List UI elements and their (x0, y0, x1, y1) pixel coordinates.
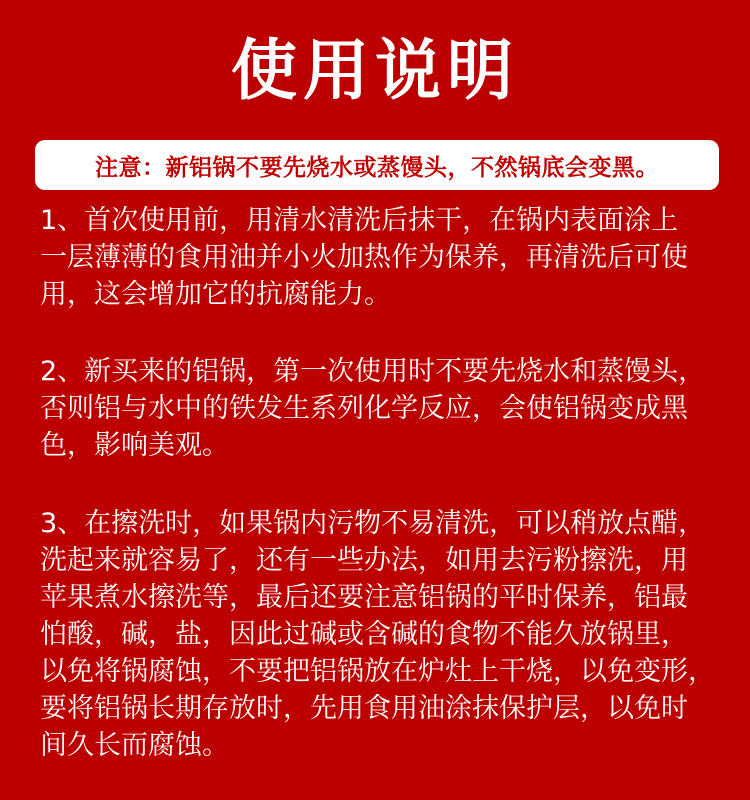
paragraph-line: 2、新买来的铝锅，第一次使用时不要先烧水和蒸馒头， (40, 356, 706, 387)
instruction-paragraph-2 (40, 353, 715, 464)
instruction-paragraph-1 (40, 202, 715, 313)
paragraph-line: 一层薄薄的食用油并小火加热作为保养，再清洗后可使 (40, 242, 688, 273)
notice-banner (35, 140, 719, 190)
paragraph-line: 苹果煮水擦洗等，最后还要注意铝锅的平时保养，铝最 (40, 582, 688, 613)
paragraph-line: 用，这会增加它的抗腐能力。 (40, 279, 391, 310)
paragraph-line: 间久长而腐蚀。 (40, 730, 229, 761)
paragraph-line: 要将铝锅长期存放时，先用食用油涂抹保护层，以免时 (40, 693, 688, 724)
instruction-paragraph-3 (40, 505, 715, 764)
page-title: 使用说明 (231, 32, 519, 109)
paragraph-line: 怕酸，碱，盐，因此过碱或含碱的食物不能久放锅里， (40, 619, 688, 650)
notice-text: 注意：新铝锅不要先烧水或蒸馒头，不然锅底会变黑。 (95, 154, 659, 181)
paragraph-line: 洗起来就容易了，还有一些办法，如用去污粉擦洗，用 (40, 545, 688, 576)
paragraph-line: 色，影响美观。 (40, 430, 229, 461)
paragraph-line: 1、首次使用前，用清水清洗后抹干，在锅内表面涂上 (40, 205, 679, 236)
paragraph-line: 否则铝与水中的铁发生系列化学反应，会使铝锅变成黑 (40, 393, 688, 424)
paragraph-line: 以免将锅腐蚀，不要把铝锅放在炉灶上干烧，以免变形， (40, 656, 715, 687)
paragraph-line: 3、在擦洗时，如果锅内污物不易清洗，可以稍放点醋， (40, 508, 706, 539)
